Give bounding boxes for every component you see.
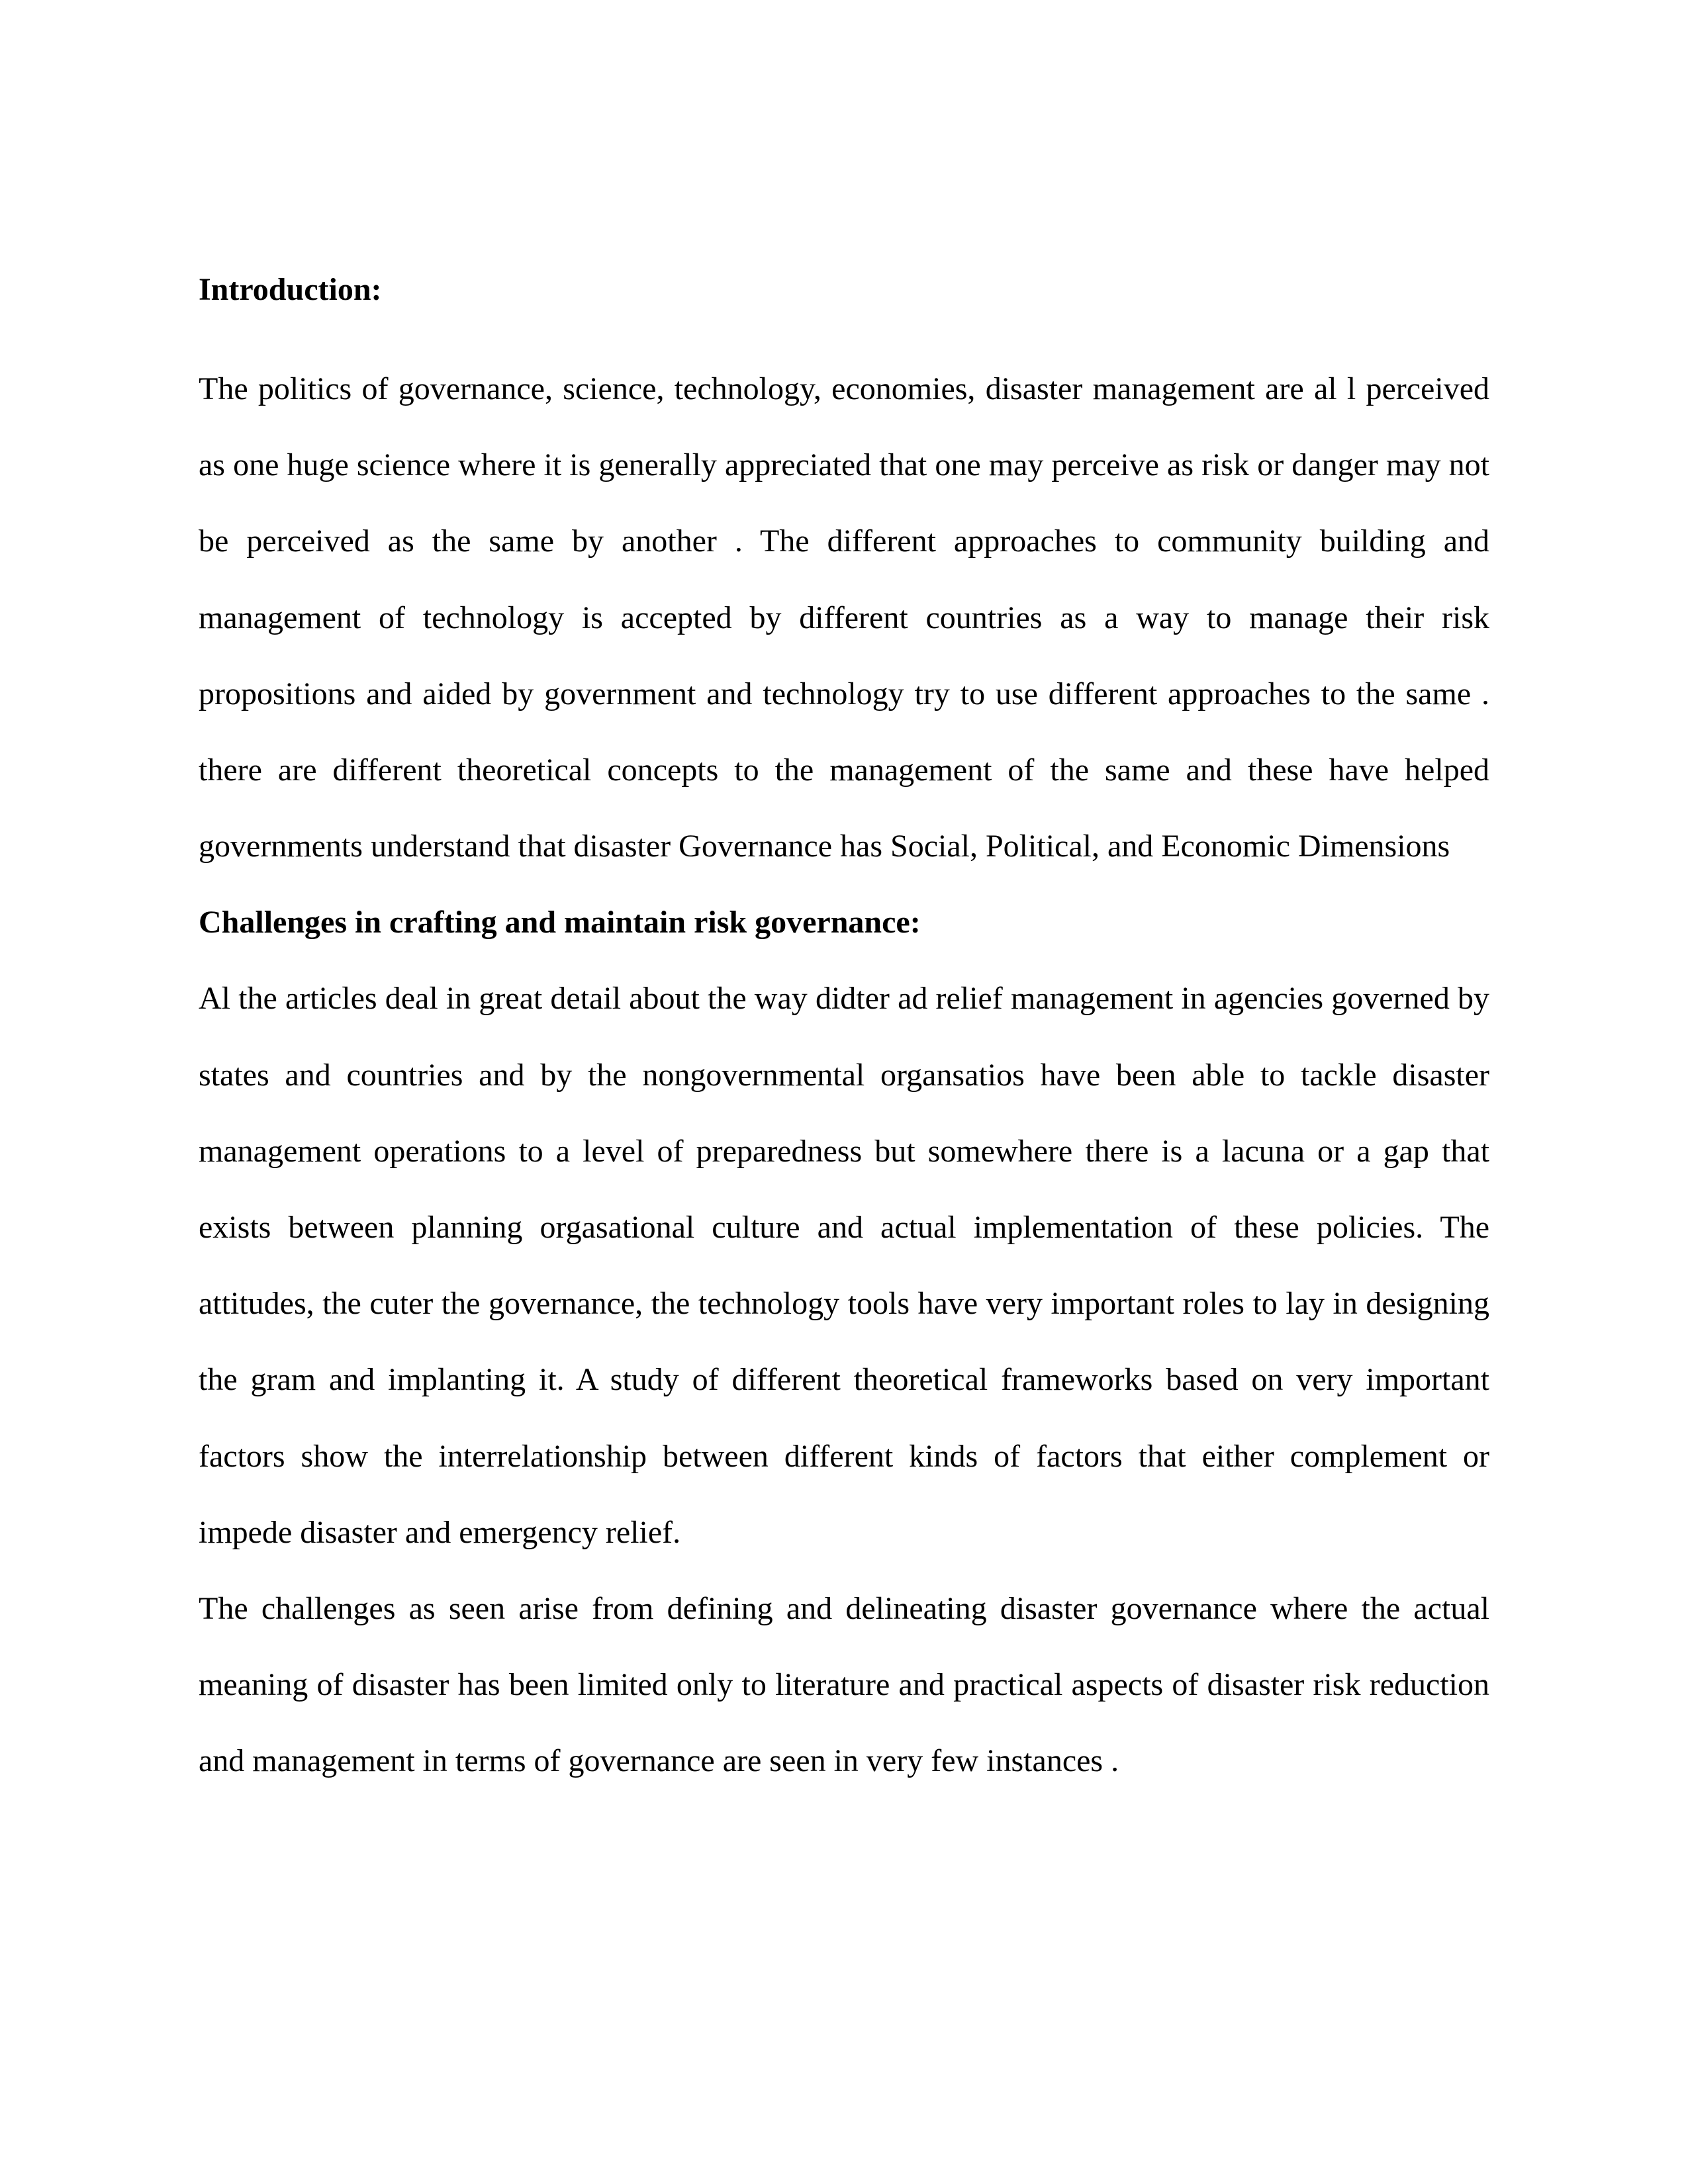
document-page	[199, 258, 1489, 1799]
introduction-heading: Introduction:	[199, 272, 382, 307]
challenges-paragraph-1: Al the articles deal in great detail about the way didter ad relief management in agencies governed by states and countries and by the nongovernmental organsatios have been able to tackle disaster management operations to a level of preparedness but somewhere there is a lacuna or a gap that exists between planning orgasational culture and actual implementation of these policies. The attitudes, the cuter the governance, the technology tools have very important roles to lay in designing the gram and implanting it. A study of different theoretical frameworks based on very important factors show the interrelationship between different kinds of factors that either complement or impede disaster and emergency relief.	[199, 981, 1489, 1550]
challenges-heading: Challenges in crafting and maintain risk governance:	[199, 905, 921, 940]
introduction-paragraph: The politics of governance, science, technology, economies, disaster management are al l perceived as one huge science where it is generally appreciated that one may perceive as risk or danger may not be perceived as the same by another . The different approaches to community building and management of technology is accepted by different countries as a way to manage their risk propositions and aided by government and technology try to use different approaches to the same . there are different theoretical concepts to the management of the same and these have helped governments understand that disaster Governance has Social, Political, and Economic Dimensions	[199, 371, 1489, 864]
challenges-paragraph-2: The challenges as seen arise from defining and delineating disaster governance where the actual meaning of disaster has been limited only to literature and practical aspects of disaster risk reduction and management in terms of governance are seen in very few instances .	[199, 1591, 1489, 1779]
